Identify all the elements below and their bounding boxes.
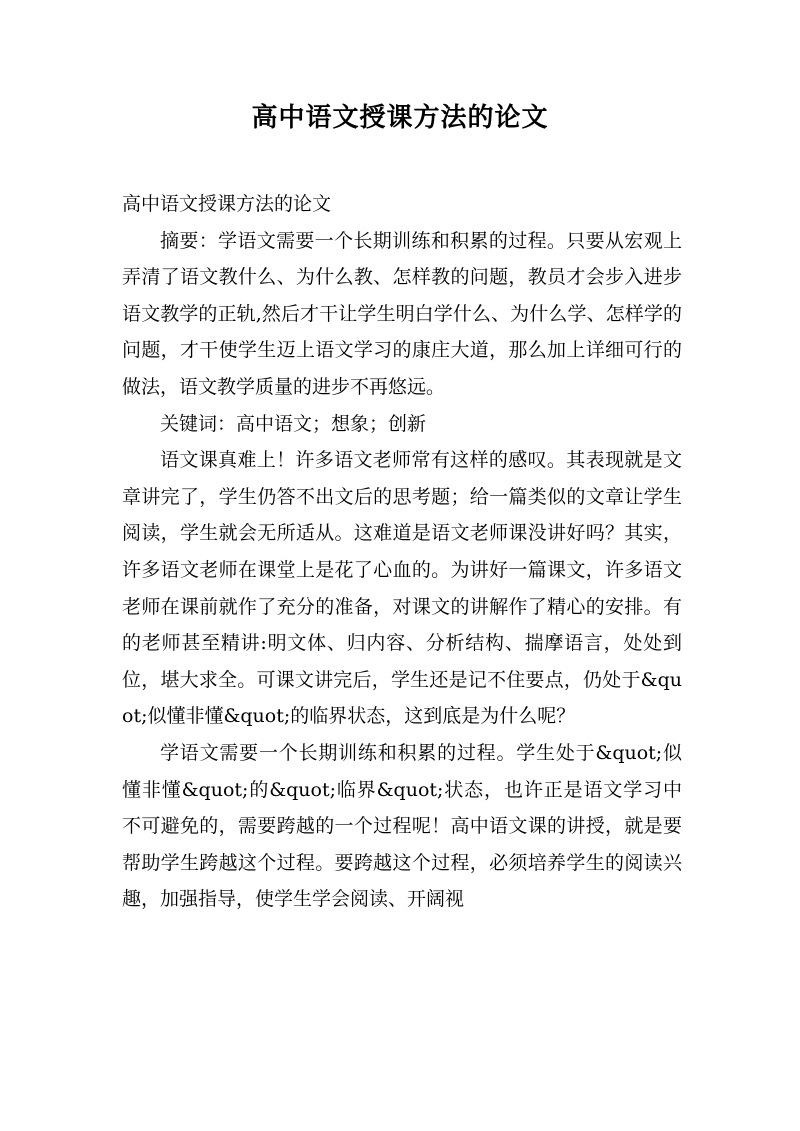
body-paragraph: 语文课真难上！许多语文老师常有这样的感叹。其表现就是文章讲完了，学生仍答不出文后的思考题；给一篇类似的文章让学生阅读，学生就会无所适从。这难道是语文老师课没讲好吗？其实，许多语文老师在课堂上是花了心血的。为讲好一篇课文，许多语文老师在课前就作了充分的准备，对课文的讲解作了精心的安排。有的老师甚至精讲:明文体、归内容、分析结构、揣摩语言，处处到位，堪大求全。可课文讲完后，学生还是记不住要点，仍处于&quot;似懂非懂&quot;的临界状态，这到底是为什么呢？ [122,449,682,728]
document-body [122,186,682,918]
keywords-paragraph: 关键词：高中语文；想象；创新 [160,412,427,435]
subtitle-paragraph: 高中语文授课方法的论文 [122,193,332,215]
abstract-paragraph: 摘要：学语文需要一个长期训练和积累的过程。只要从宏观上弄清了语文教什么、为什么教、怎样教的问题，教员才会步入进步语文教学的正轨,然后才干让学生明白学什么、为什么学、怎样学的问题，才干使学生迈上语文学习的康庄大道，那么加上详细可行的做法，语文教学质量的进步不再悠远。 [122,229,682,398]
body-paragraph: 学语文需要一个长期训练和积累的过程。学生处于&quot;似懂非懂&quot;的&quot;临界&quot;状态，也许正是语文学习中不可避免的，需要跨越的一个过程呢！高中语文课的讲授，就是要帮助学生跨越这个过程。要跨越这个过程，必须培养学生的阅读兴趣，加强指导，使学生学会阅读、开阔视 [122,741,682,911]
document-title: 高中语文授课方法的论文 [251,103,549,133]
